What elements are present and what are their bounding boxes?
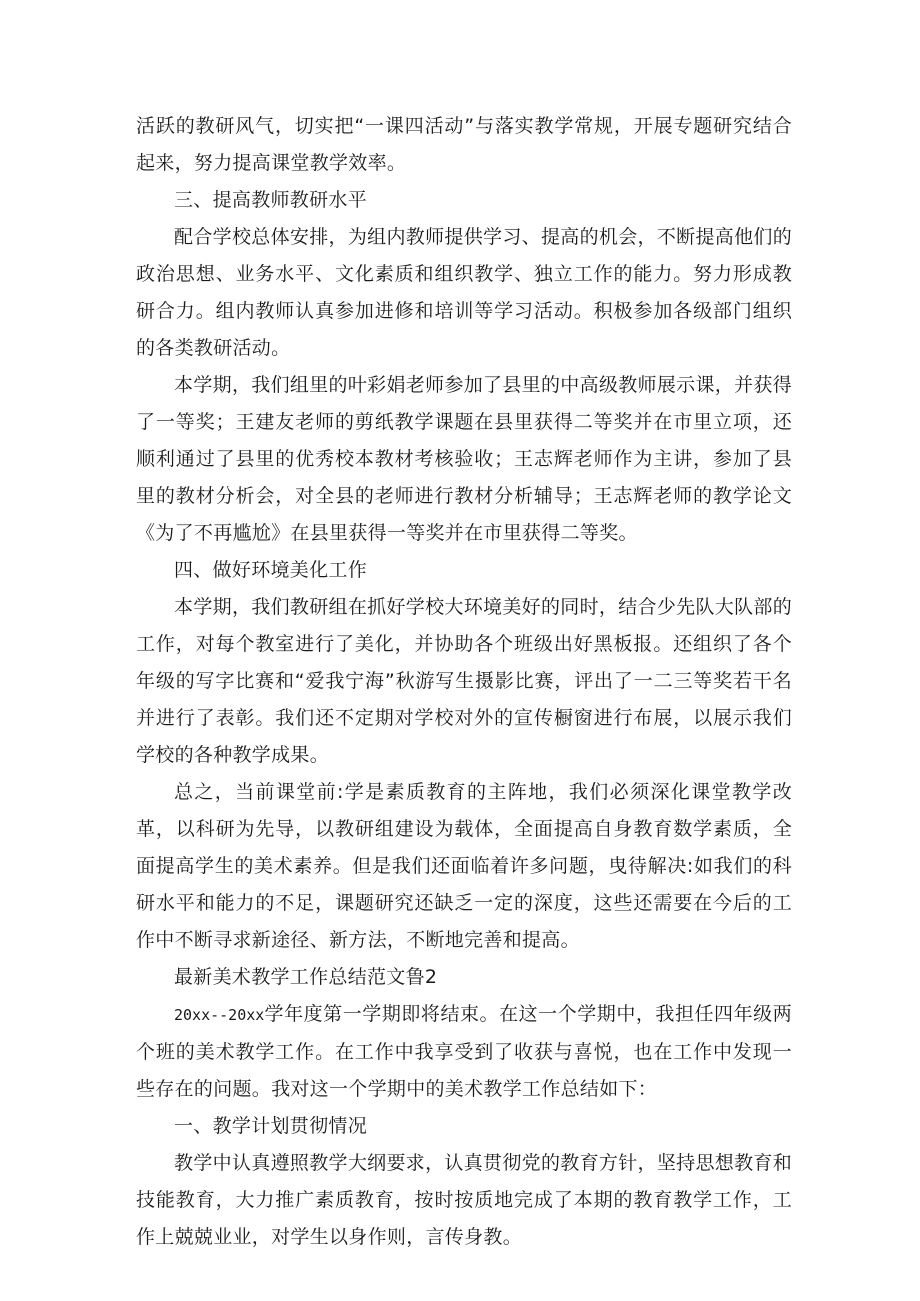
- section-heading-4: 四、做好环境美化工作: [174, 559, 368, 581]
- school-year-prefix: 20xx--20xx: [174, 1006, 265, 1024]
- section-heading-3: 三、提高教师教研水平: [174, 189, 368, 211]
- paragraph-semester-intro: [136, 996, 792, 1108]
- paragraph-teacher-development: 配合学校总体安排，为组内教师提供学习、提高的机会，不断提高他们的政治思想、业务水平、文化素质和组织教学、独立工作的能力。努力形成教研合力。组内教师认真参加进修和培训等学习活动。积极参加各级部门组织的各类教研活动。: [136, 226, 792, 359]
- paragraph-summary: 总之，当前课堂前:学是素质教育的主阵地，我们必须深化课堂教学改革，以科研为先导，以教研组建设为载体，全面提高自身教育数学素质，全面提高学生的美术素养。但是我们还面临着许多问题，曳待解决:如我们的科研水平和能力的不足，课题研究还缺乏一定的深度，这些还需要在今后的工作中不断寻求新途径、新方法，不断地完善和提高。: [136, 781, 792, 951]
- paragraph-teaching-plan: 教学中认真遵照教学大纲要求，认真贯彻党的教育方针，坚持思想教育和技能教育，大力推广素质教育，按时按质地完成了本期的教育教学工作，工作上兢兢业业，对学生以身作则，言传身教。: [136, 1152, 792, 1248]
- semester-intro-text: 学年度第一学期即将结束。在这一个学期中，我担任四年级两个班的美术教学工作。在工作中我享受到了收获与喜悦，也在工作中发现一些存在的问题。我对这一个学期中的美术教学工作总结如下：: [136, 1003, 792, 1100]
- section-heading-1: 一、教学计划贯彻情况: [174, 1115, 368, 1137]
- article-title-2: 最新美术教学工作总结范文鲁2: [174, 966, 438, 988]
- paragraph-environment: 本学期，我们教研组在抓好学校大环境美好的同时，结合少先队大队部的工作，对每个教室进行了美化，并协助各个班级出好黑板报。还组织了各个年级的写字比赛和“爱我宁海”秋游写生摄影比赛，评出了一二三等奖若干名并进行了表彰。我们还不定期对学校对外的宣传橱窗进行布展，以展示我们学校的各种教学成果。: [136, 596, 792, 766]
- paragraph-awards: 本学期，我们组里的叶彩娟老师参加了县里的中高级教师展示课，并获得了一等奖；王建友老师的剪纸教学课题在县里获得二等奖并在市里立项，还顺利通过了县里的优秀校本教材考核验收；王志辉老师作为主讲，参加了县里的教材分析会，对全县的老师进行教材分析辅导；王志辉老师的教学论文《为了不再尴尬》在县里获得一等奖并在市里获得二等奖。: [136, 374, 792, 544]
- document-page: [136, 108, 792, 1256]
- paragraph-continuation: 活跃的教研风气，切实把“一课四活动”与落实教学常规，开展专题研究结合起来，努力提高课堂教学效率。: [136, 115, 792, 174]
